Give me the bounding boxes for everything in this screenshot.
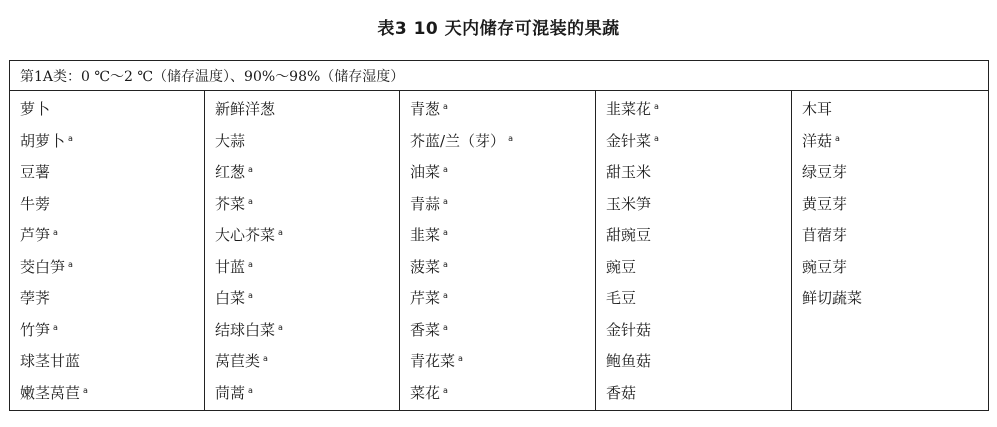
footnote-marker: a [248, 385, 253, 395]
produce-cell [792, 345, 989, 377]
produce-name: 油菜 [410, 163, 441, 182]
produce-cell [792, 91, 989, 125]
produce-cell [400, 91, 596, 125]
footnote-marker: a [53, 322, 58, 332]
produce-cell [792, 377, 989, 411]
produce-cell [205, 282, 400, 314]
table-row [10, 219, 989, 251]
produce-cell [10, 282, 205, 314]
produce-cell [400, 188, 596, 220]
produce-name: 新鲜洋葱 [215, 100, 276, 119]
footnote-marker: a [508, 133, 513, 143]
table-row [10, 188, 989, 220]
produce-name: 木耳 [802, 100, 833, 119]
footnote-marker: a [443, 196, 448, 206]
produce-name: 甜玉米 [606, 163, 652, 182]
produce-name: 球茎甘蓝 [20, 352, 81, 371]
produce-cell [10, 314, 205, 346]
produce-name: 金针菇 [606, 320, 652, 339]
table-row [10, 282, 989, 314]
category-header-row [10, 61, 989, 91]
produce-cell [10, 345, 205, 377]
produce-name: 荸荠 [20, 289, 51, 308]
produce-name: 芦笋 [20, 226, 51, 245]
table-title: 表3 10 天内储存可混装的果蔬 [377, 19, 620, 39]
footnote-marker: a [443, 102, 448, 112]
produce-name: 茼蒿 [215, 383, 246, 402]
produce-cell [205, 345, 400, 377]
produce-cell [400, 125, 596, 157]
produce-cell [596, 156, 792, 188]
produce-cell [792, 188, 989, 220]
footnote-marker: a [68, 259, 73, 269]
produce-name: 青葱 [410, 100, 441, 119]
table-row [10, 377, 989, 411]
produce-name: 豆薯 [20, 163, 51, 182]
produce-name: 金针菜 [606, 131, 652, 150]
produce-name: 苜蓿芽 [802, 226, 848, 245]
produce-cell [205, 219, 400, 251]
produce-cell [400, 251, 596, 283]
produce-cell [400, 345, 596, 377]
footnote-marker: a [68, 133, 73, 143]
produce-cell [596, 314, 792, 346]
table-row [10, 345, 989, 377]
produce-cell [596, 377, 792, 411]
table-row [10, 251, 989, 283]
produce-name: 萝卜 [20, 100, 51, 119]
produce-cell [10, 125, 205, 157]
produce-name: 菠菜 [410, 257, 441, 276]
produce-cell [400, 282, 596, 314]
produce-name: 甜豌豆 [606, 226, 652, 245]
produce-table [9, 60, 989, 411]
produce-name: 绿豆芽 [802, 163, 848, 182]
footnote-marker: a [443, 165, 448, 175]
produce-cell [10, 188, 205, 220]
category-header: 第1A类：0 ℃～2 ℃（储存温度）、90%～98%（储存湿度） [10, 61, 989, 91]
produce-name: 豌豆 [606, 257, 637, 276]
produce-name: 甘蓝 [215, 257, 246, 276]
produce-cell [205, 251, 400, 283]
produce-name: 豌豆芽 [802, 257, 848, 276]
produce-cell [400, 314, 596, 346]
table-row [10, 314, 989, 346]
footnote-marker: a [248, 291, 253, 301]
footnote-marker: a [278, 322, 283, 332]
produce-cell [792, 282, 989, 314]
produce-cell [400, 377, 596, 411]
produce-cell [400, 219, 596, 251]
produce-name: 大心芥菜 [215, 226, 276, 245]
footnote-marker: a [654, 102, 659, 112]
produce-name: 结球白菜 [215, 320, 276, 339]
produce-cell [10, 219, 205, 251]
produce-name: 茭白笋 [20, 257, 66, 276]
produce-cell [205, 314, 400, 346]
footnote-marker: a [443, 322, 448, 332]
footnote-marker: a [443, 228, 448, 238]
produce-cell [596, 282, 792, 314]
footnote-marker: a [443, 291, 448, 301]
footnote-marker: a [248, 165, 253, 175]
produce-cell [792, 125, 989, 157]
produce-cell [792, 251, 989, 283]
produce-name: 牛蒡 [20, 194, 51, 213]
produce-name: 白菜 [215, 289, 246, 308]
produce-name: 黄豆芽 [802, 194, 848, 213]
produce-cell [596, 251, 792, 283]
produce-name: 菜花 [410, 383, 441, 402]
table-row [10, 156, 989, 188]
produce-name: 青花菜 [410, 352, 456, 371]
footnote-marker: a [248, 259, 253, 269]
footnote-marker: a [654, 133, 659, 143]
produce-name: 芥菜 [215, 194, 246, 213]
produce-name: 玉米笋 [606, 194, 652, 213]
footnote-marker: a [443, 385, 448, 395]
produce-name: 韭菜花 [606, 100, 652, 119]
footnote-marker: a [443, 259, 448, 269]
footnote-marker: a [835, 133, 840, 143]
produce-name: 香菜 [410, 320, 441, 339]
produce-name: 芹菜 [410, 289, 441, 308]
footnote-marker: a [53, 228, 58, 238]
produce-name: 红葱 [215, 163, 246, 182]
produce-cell [10, 377, 205, 411]
produce-cell [596, 91, 792, 125]
produce-cell [596, 125, 792, 157]
produce-cell [205, 377, 400, 411]
produce-name: 鲜切蔬菜 [802, 289, 863, 308]
produce-cell [792, 219, 989, 251]
produce-cell [400, 156, 596, 188]
produce-cell [792, 156, 989, 188]
produce-name: 韭菜 [410, 226, 441, 245]
footnote-marker: a [263, 354, 268, 364]
produce-name: 鲍鱼菇 [606, 352, 652, 371]
table-row [10, 125, 989, 157]
produce-name: 青蒜 [410, 194, 441, 213]
produce-name: 大蒜 [215, 131, 246, 150]
produce-cell [596, 219, 792, 251]
produce-cell [205, 91, 400, 125]
produce-name: 莴苣类 [215, 352, 261, 371]
footnote-marker: a [248, 196, 253, 206]
footnote-marker: a [278, 228, 283, 238]
produce-cell [792, 314, 989, 346]
table-body [10, 61, 989, 411]
produce-name: 芥蓝/兰（芽） [410, 131, 506, 150]
produce-name: 洋菇 [802, 131, 833, 150]
produce-cell [205, 125, 400, 157]
produce-name: 竹笋 [20, 320, 51, 339]
produce-name: 毛豆 [606, 289, 637, 308]
produce-name: 胡萝卜 [20, 131, 66, 150]
produce-cell [10, 91, 205, 125]
produce-cell [10, 251, 205, 283]
footnote-marker: a [83, 385, 88, 395]
table-row [10, 91, 989, 125]
produce-cell [205, 188, 400, 220]
produce-cell [10, 156, 205, 188]
produce-name: 香菇 [606, 383, 637, 402]
produce-name: 嫩茎莴苣 [20, 383, 81, 402]
footnote-marker: a [458, 354, 463, 364]
produce-cell [596, 188, 792, 220]
produce-cell [596, 345, 792, 377]
produce-cell [205, 156, 400, 188]
